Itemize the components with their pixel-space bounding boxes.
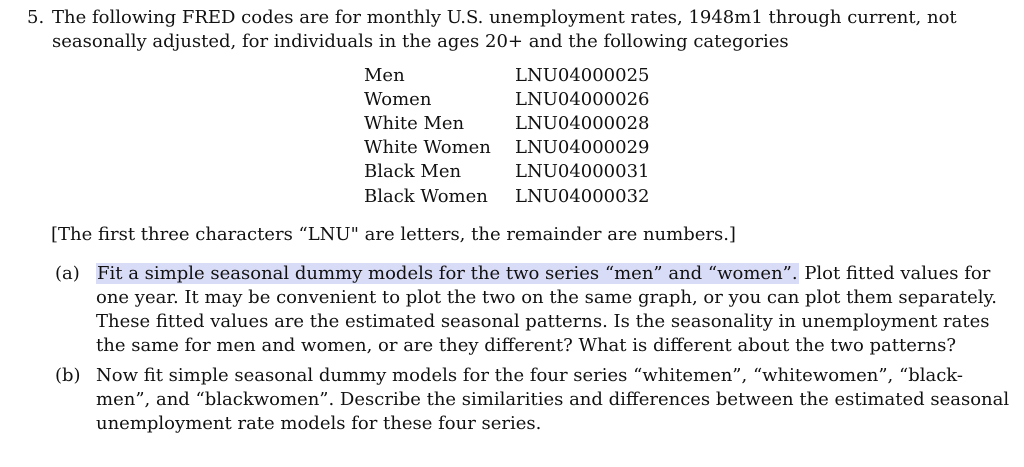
category-white-women: White Women xyxy=(364,137,491,158)
highlighted-selection[interactable]: Fit a simple seasonal dummy models for the two series “men” and “women”. xyxy=(97,263,798,284)
code-women: LNU04000026 xyxy=(515,89,650,110)
question-number: 5. xyxy=(27,7,45,28)
code-black-men: LNU04000031 xyxy=(515,161,650,182)
code-men: LNU04000025 xyxy=(515,65,650,86)
part-a-line1 xyxy=(96,262,990,286)
category-black-men: Black Men xyxy=(364,161,462,182)
category-men: Men xyxy=(364,65,405,86)
question-intro-line2: seasonally adjusted, for individuals in the ages 20+ and the following categories xyxy=(52,31,789,52)
category-black-women: Black Women xyxy=(364,186,488,207)
question-intro-line1: The following FRED codes are for monthly U.S. unemployment rates, 1948m1 through current, not xyxy=(52,7,957,28)
code-white-women: LNU04000029 xyxy=(515,137,650,158)
part-a-label: (a) xyxy=(55,263,80,284)
code-white-men: LNU04000028 xyxy=(515,113,650,134)
category-women: Women xyxy=(364,89,432,110)
note-text: [The first three characters “LNU" are letters, the remainder are numbers.] xyxy=(51,224,736,245)
part-a-line1-rest: Plot fitted values for xyxy=(798,263,991,284)
code-black-women: LNU04000032 xyxy=(515,186,650,207)
part-b-line3: unemployment rate models for these four series. xyxy=(96,413,542,434)
part-b-line2: men”, and “blackwomen”. Describe the similarities and differences between the estimated seasonal xyxy=(96,389,1010,410)
part-b-label: (b) xyxy=(55,365,81,386)
part-a-line4: the same for men and women, or are they different? What is different about the two patterns? xyxy=(96,335,956,356)
part-b-line1: Now fit simple seasonal dummy models for the four series “whitemen”, “whitewomen”, “black- xyxy=(96,365,963,386)
category-white-men: White Men xyxy=(364,113,465,134)
part-a-line2: one year. It may be convenient to plot the two on the same graph, or you can plot them separately. xyxy=(96,287,997,308)
part-a-line3: These fitted values are the estimated seasonal patterns. Is the seasonality in unemployment rates xyxy=(96,311,990,332)
